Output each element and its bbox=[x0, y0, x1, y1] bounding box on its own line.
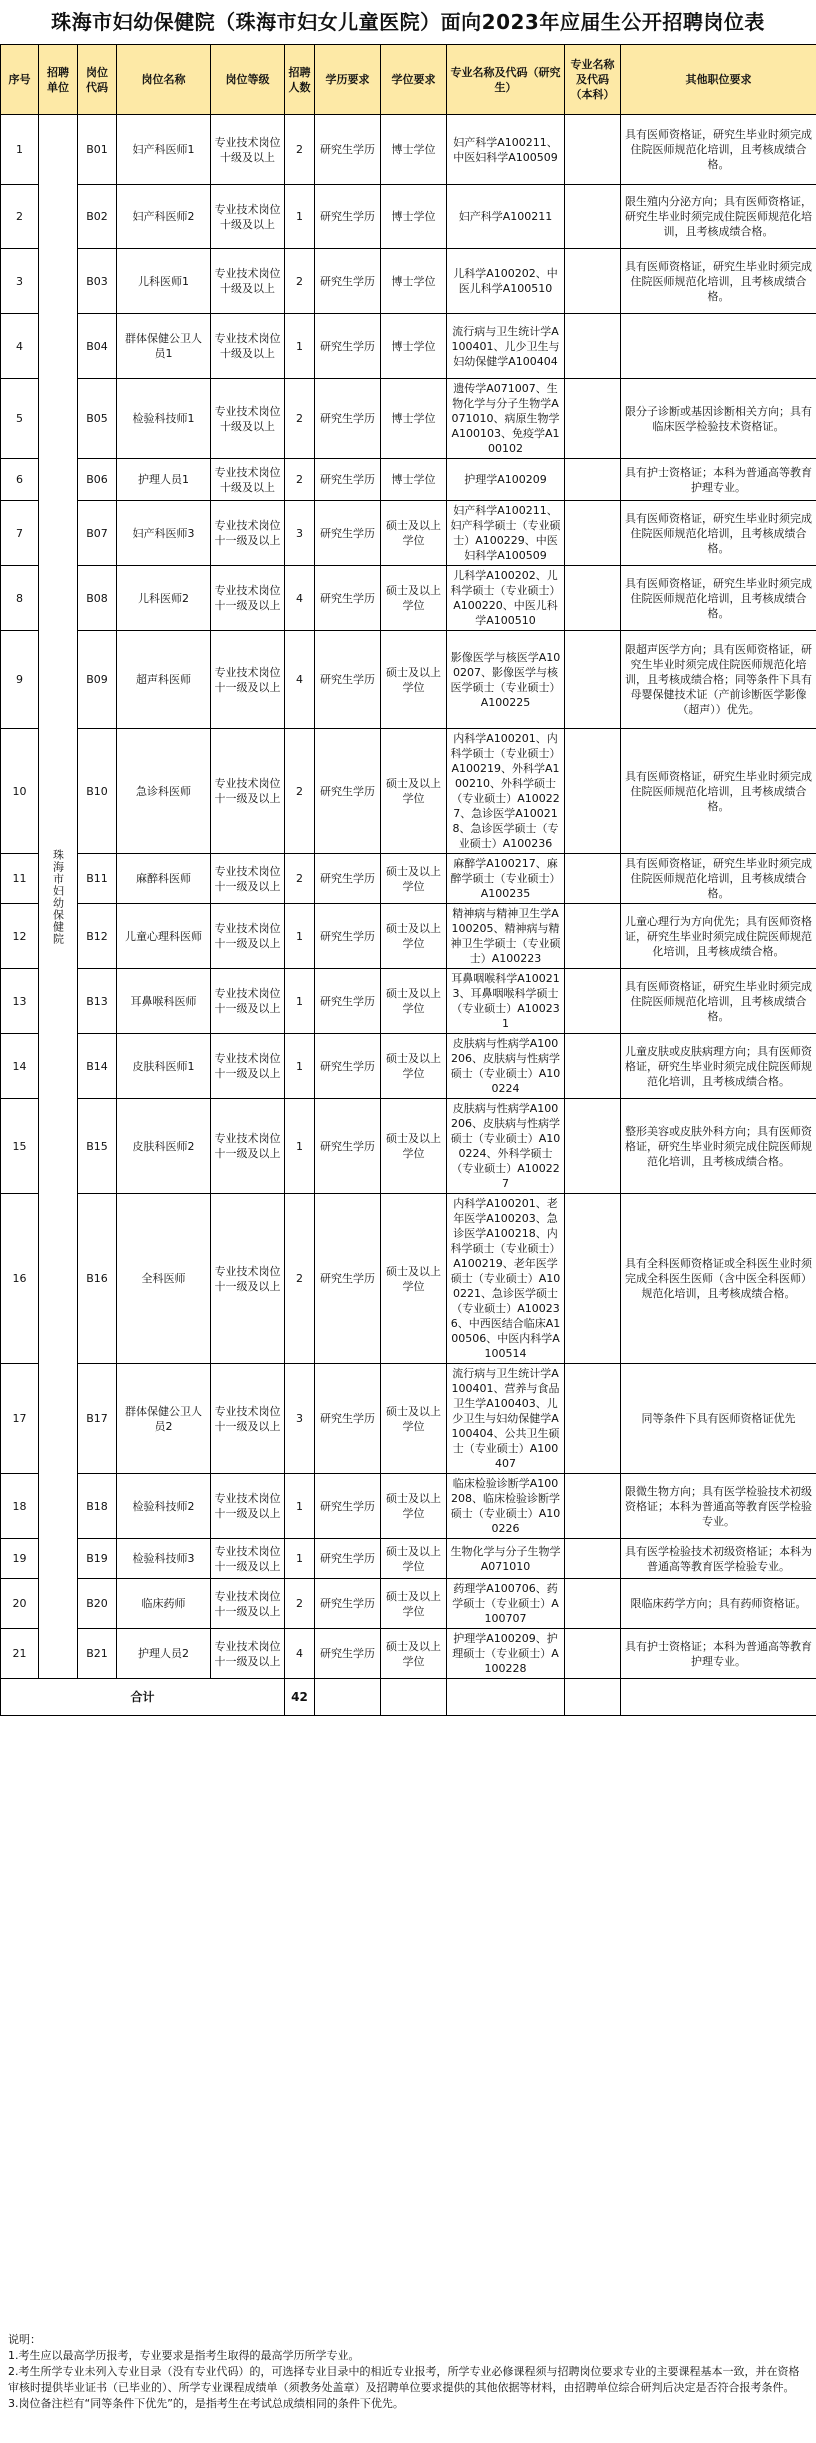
major-undergrad-cell bbox=[565, 1579, 621, 1629]
education-cell: 研究生学历 bbox=[315, 631, 381, 729]
position-code-cell: B11 bbox=[78, 854, 117, 904]
position-code-cell: B16 bbox=[78, 1194, 117, 1364]
row-no-cell: 19 bbox=[1, 1539, 39, 1579]
position-code-cell: B02 bbox=[78, 185, 117, 249]
header-cell: 岗位代码 bbox=[78, 45, 117, 115]
position-code-cell: B15 bbox=[78, 1099, 117, 1194]
education-cell: 研究生学历 bbox=[315, 1099, 381, 1194]
position-name-cell: 全科医师 bbox=[117, 1194, 211, 1364]
headcount-cell: 2 bbox=[285, 1194, 315, 1364]
position-name-cell: 妇产科医师3 bbox=[117, 501, 211, 566]
row-no-cell: 8 bbox=[1, 566, 39, 631]
table-row bbox=[1, 314, 816, 379]
position-name-cell: 耳鼻喉科医师 bbox=[117, 969, 211, 1034]
header-cell: 岗位名称 bbox=[117, 45, 211, 115]
major-undergrad-cell bbox=[565, 185, 621, 249]
total-label: 合计 bbox=[1, 1679, 285, 1716]
header-cell: 学历要求 bbox=[315, 45, 381, 115]
table-row bbox=[1, 904, 816, 969]
row-no-cell: 16 bbox=[1, 1194, 39, 1364]
degree-cell: 硕士及以上学位 bbox=[381, 1194, 447, 1364]
major-graduate-cell: 妇产科学A100211、中医妇科学A100509 bbox=[447, 115, 565, 185]
education-cell: 研究生学历 bbox=[315, 969, 381, 1034]
major-undergrad-cell bbox=[565, 969, 621, 1034]
position-name-cell: 儿科医师1 bbox=[117, 249, 211, 314]
header-cell: 序号 bbox=[1, 45, 39, 115]
degree-cell: 硕士及以上学位 bbox=[381, 1034, 447, 1099]
other-requirements-cell: 具有医学检验技术初级资格证；本科为普通高等教育医学检验专业。 bbox=[621, 1539, 816, 1579]
degree-cell: 硕士及以上学位 bbox=[381, 566, 447, 631]
position-name-cell: 皮肤科医师2 bbox=[117, 1099, 211, 1194]
other-requirements-cell: 具有医师资格证，研究生毕业时须完成住院医师规范化培训，且考核成绩合格。 bbox=[621, 249, 816, 314]
other-requirements-cell: 具有医师资格证，研究生毕业时须完成住院医师规范化培训，且考核成绩合格。 bbox=[621, 854, 816, 904]
table-row bbox=[1, 115, 816, 185]
headcount-cell: 1 bbox=[285, 1474, 315, 1539]
education-cell: 研究生学历 bbox=[315, 1364, 381, 1474]
degree-cell: 硕士及以上学位 bbox=[381, 969, 447, 1034]
headcount-cell: 1 bbox=[285, 1034, 315, 1099]
recruiting-unit-cell: 珠海市妇幼保健院 bbox=[39, 115, 78, 1679]
row-no-cell: 17 bbox=[1, 1364, 39, 1474]
major-graduate-cell: 流行病与卫生统计学A100401、儿少卫生与妇幼保健学A100404 bbox=[447, 314, 565, 379]
position-name-cell: 护理人员2 bbox=[117, 1629, 211, 1679]
headcount-cell: 2 bbox=[285, 854, 315, 904]
position-level-cell: 专业技术岗位十一级及以上 bbox=[211, 1579, 285, 1629]
education-cell: 研究生学历 bbox=[315, 185, 381, 249]
other-requirements-cell: 具有医师资格证，研究生毕业时须完成住院医师规范化培训，且考核成绩合格。 bbox=[621, 115, 816, 185]
education-cell: 研究生学历 bbox=[315, 379, 381, 459]
major-graduate-cell: 耳鼻咽喉科学A100213、耳鼻咽喉科学硕士（专业硕士）A100231 bbox=[447, 969, 565, 1034]
major-undergrad-cell bbox=[565, 1474, 621, 1539]
position-name-cell: 超声科医师 bbox=[117, 631, 211, 729]
total-row bbox=[1, 1679, 816, 1716]
header-row bbox=[1, 45, 816, 115]
major-undergrad-cell bbox=[565, 904, 621, 969]
education-cell: 研究生学历 bbox=[315, 459, 381, 501]
education-cell: 研究生学历 bbox=[315, 501, 381, 566]
position-code-cell: B03 bbox=[78, 249, 117, 314]
degree-cell: 硕士及以上学位 bbox=[381, 1579, 447, 1629]
major-graduate-cell: 皮肤病与性病学A100206、皮肤病与性病学硕士（专业硕士）A100224 bbox=[447, 1034, 565, 1099]
other-requirements-cell: 同等条件下具有医师资格证优先 bbox=[621, 1364, 816, 1474]
major-undergrad-cell bbox=[565, 501, 621, 566]
other-requirements-cell: 限超声医学方向；具有医师资格证，研究生毕业时须完成住院医师规范化培训，且考核成绩合格；同等条件下具有母婴保健技术证（产前诊断医学影像（超声））优先。 bbox=[621, 631, 816, 729]
degree-cell: 硕士及以上学位 bbox=[381, 631, 447, 729]
total-count: 42 bbox=[285, 1679, 315, 1716]
major-undergrad-cell bbox=[565, 379, 621, 459]
position-level-cell: 专业技术岗位十级及以上 bbox=[211, 115, 285, 185]
major-undergrad-cell bbox=[565, 1364, 621, 1474]
position-name-cell: 群体保健公卫人员2 bbox=[117, 1364, 211, 1474]
education-cell: 研究生学历 bbox=[315, 1579, 381, 1629]
header-cell: 招聘单位 bbox=[39, 45, 78, 115]
recruitment-table bbox=[0, 44, 816, 1716]
degree-cell: 博士学位 bbox=[381, 459, 447, 501]
headcount-cell: 4 bbox=[285, 1629, 315, 1679]
row-no-cell: 12 bbox=[1, 904, 39, 969]
other-requirements-cell: 限微生物方向；具有医学检验技术初级资格证；本科为普通高等教育医学检验专业。 bbox=[621, 1474, 816, 1539]
other-requirements-cell: 具有医师资格证，研究生毕业时须完成住院医师规范化培训，且考核成绩合格。 bbox=[621, 566, 816, 631]
position-name-cell: 妇产科医师1 bbox=[117, 115, 211, 185]
notes-section bbox=[8, 2332, 808, 2412]
table-row bbox=[1, 854, 816, 904]
position-name-cell: 儿童心理科医师 bbox=[117, 904, 211, 969]
position-name-cell: 检验科技师3 bbox=[117, 1539, 211, 1579]
table-row bbox=[1, 1629, 816, 1679]
degree-cell: 硕士及以上学位 bbox=[381, 904, 447, 969]
header-cell: 招聘人数 bbox=[285, 45, 315, 115]
row-no-cell: 1 bbox=[1, 115, 39, 185]
position-name-cell: 皮肤科医师1 bbox=[117, 1034, 211, 1099]
other-requirements-cell: 具有医师资格证，研究生毕业时须完成住院医师规范化培训，且考核成绩合格。 bbox=[621, 501, 816, 566]
position-code-cell: B09 bbox=[78, 631, 117, 729]
table-row bbox=[1, 379, 816, 459]
header-cell: 岗位等级 bbox=[211, 45, 285, 115]
major-undergrad-cell bbox=[565, 314, 621, 379]
table-row bbox=[1, 501, 816, 566]
major-undergrad-cell bbox=[565, 631, 621, 729]
position-code-cell: B08 bbox=[78, 566, 117, 631]
other-requirements-cell: 具有医师资格证，研究生毕业时须完成住院医师规范化培训，且考核成绩合格。 bbox=[621, 969, 816, 1034]
headcount-cell: 1 bbox=[285, 904, 315, 969]
other-requirements-cell: 限生殖内分泌方向；具有医师资格证，研究生毕业时须完成住院医师规范化培训，且考核成绩合格。 bbox=[621, 185, 816, 249]
header-cell: 学位要求 bbox=[381, 45, 447, 115]
degree-cell: 博士学位 bbox=[381, 379, 447, 459]
education-cell: 研究生学历 bbox=[315, 314, 381, 379]
education-cell: 研究生学历 bbox=[315, 566, 381, 631]
table-row bbox=[1, 459, 816, 501]
other-requirements-cell: 具有护士资格证；本科为普通高等教育护理专业。 bbox=[621, 459, 816, 501]
other-requirements-cell: 具有全科医师资格证或全科医生业时须完成全科医生医师（含中医全科医师）规范化培训，且考核成绩合格。 bbox=[621, 1194, 816, 1364]
table-row bbox=[1, 1364, 816, 1474]
row-no-cell: 5 bbox=[1, 379, 39, 459]
degree-cell: 硕士及以上学位 bbox=[381, 729, 447, 854]
table-row bbox=[1, 1034, 816, 1099]
row-no-cell: 7 bbox=[1, 501, 39, 566]
major-graduate-cell: 精神病与精神卫生学A100205、精神病与精神卫生学硕士（专业硕士）A100223 bbox=[447, 904, 565, 969]
position-name-cell: 儿科医师2 bbox=[117, 566, 211, 631]
header-cell: 专业名称及代码（研究生） bbox=[447, 45, 565, 115]
position-level-cell: 专业技术岗位十级及以上 bbox=[211, 379, 285, 459]
table-row bbox=[1, 249, 816, 314]
degree-cell: 硕士及以上学位 bbox=[381, 1539, 447, 1579]
other-requirements-cell: 儿童心理行为方向优先；具有医师资格证，研究生毕业时须完成住院医师规范化培训，且考核成绩合格。 bbox=[621, 904, 816, 969]
position-code-cell: B07 bbox=[78, 501, 117, 566]
headcount-cell: 2 bbox=[285, 459, 315, 501]
position-name-cell: 检验科技师1 bbox=[117, 379, 211, 459]
table-row bbox=[1, 1474, 816, 1539]
position-code-cell: B18 bbox=[78, 1474, 117, 1539]
education-cell: 研究生学历 bbox=[315, 1194, 381, 1364]
position-level-cell: 专业技术岗位十一级及以上 bbox=[211, 1539, 285, 1579]
position-name-cell: 妇产科医师2 bbox=[117, 185, 211, 249]
degree-cell: 博士学位 bbox=[381, 314, 447, 379]
education-cell: 研究生学历 bbox=[315, 249, 381, 314]
position-level-cell: 专业技术岗位十一级及以上 bbox=[211, 729, 285, 854]
headcount-cell: 1 bbox=[285, 185, 315, 249]
header-cell: 其他职位要求 bbox=[621, 45, 816, 115]
position-level-cell: 专业技术岗位十一级及以上 bbox=[211, 631, 285, 729]
position-code-cell: B20 bbox=[78, 1579, 117, 1629]
position-code-cell: B01 bbox=[78, 115, 117, 185]
major-graduate-cell: 遗传学A071007、生物化学与分子生物学A071010、病原生物学A100103、免疫学A100102 bbox=[447, 379, 565, 459]
degree-cell: 硕士及以上学位 bbox=[381, 854, 447, 904]
headcount-cell: 3 bbox=[285, 1364, 315, 1474]
table-row bbox=[1, 969, 816, 1034]
education-cell: 研究生学历 bbox=[315, 1629, 381, 1679]
position-code-cell: B10 bbox=[78, 729, 117, 854]
row-no-cell: 3 bbox=[1, 249, 39, 314]
other-requirements-cell: 限临床药学方向；具有药师资格证。 bbox=[621, 1579, 816, 1629]
degree-cell: 硕士及以上学位 bbox=[381, 1629, 447, 1679]
major-undergrad-cell bbox=[565, 1539, 621, 1579]
position-name-cell: 护理人员1 bbox=[117, 459, 211, 501]
major-graduate-cell: 流行病与卫生统计学A100401、营养与食品卫生学A100403、儿少卫生与妇幼保健学A100404、公共卫生硕士（专业硕士）A100407 bbox=[447, 1364, 565, 1474]
position-level-cell: 专业技术岗位十一级及以上 bbox=[211, 904, 285, 969]
position-name-cell: 检验科技师2 bbox=[117, 1474, 211, 1539]
major-graduate-cell: 影像医学与核医学A100207、影像医学与核医学硕士（专业硕士）A100225 bbox=[447, 631, 565, 729]
row-no-cell: 15 bbox=[1, 1099, 39, 1194]
degree-cell: 硕士及以上学位 bbox=[381, 1099, 447, 1194]
position-code-cell: B19 bbox=[78, 1539, 117, 1579]
position-code-cell: B17 bbox=[78, 1364, 117, 1474]
position-level-cell: 专业技术岗位十级及以上 bbox=[211, 314, 285, 379]
major-undergrad-cell bbox=[565, 1629, 621, 1679]
position-code-cell: B06 bbox=[78, 459, 117, 501]
other-requirements-cell: 整形美容或皮肤外科方向；具有医师资格证，研究生毕业时须完成住院医师规范化培训，且考核成绩合格。 bbox=[621, 1099, 816, 1194]
position-name-cell: 临床药师 bbox=[117, 1579, 211, 1629]
row-no-cell: 6 bbox=[1, 459, 39, 501]
header-cell: 专业名称及代码（本科） bbox=[565, 45, 621, 115]
row-no-cell: 20 bbox=[1, 1579, 39, 1629]
education-cell: 研究生学历 bbox=[315, 115, 381, 185]
table-row bbox=[1, 1194, 816, 1364]
other-requirements-cell: 儿童皮肤或皮肤病理方向；具有医师资格证，研究生毕业时须完成住院医师规范化培训，且考核成绩合格。 bbox=[621, 1034, 816, 1099]
major-graduate-cell: 临床检验诊断学A100208、临床检验诊断学硕士（专业硕士）A100226 bbox=[447, 1474, 565, 1539]
major-undergrad-cell bbox=[565, 1099, 621, 1194]
position-code-cell: B05 bbox=[78, 379, 117, 459]
table-row bbox=[1, 1579, 816, 1629]
table-row bbox=[1, 631, 816, 729]
table-row bbox=[1, 1099, 816, 1194]
position-level-cell: 专业技术岗位十一级及以上 bbox=[211, 1099, 285, 1194]
position-code-cell: B13 bbox=[78, 969, 117, 1034]
major-undergrad-cell bbox=[565, 459, 621, 501]
education-cell: 研究生学历 bbox=[315, 904, 381, 969]
page-title: 珠海市妇幼保健院（珠海市妇女儿童医院）面向2023年应届生公开招聘岗位表 bbox=[51, 10, 765, 34]
headcount-cell: 2 bbox=[285, 379, 315, 459]
major-graduate-cell: 儿科学A100202、儿科学硕士（专业硕士）A100220、中医儿科学A100510 bbox=[447, 566, 565, 631]
headcount-cell: 2 bbox=[285, 729, 315, 854]
headcount-cell: 1 bbox=[285, 969, 315, 1034]
table-row bbox=[1, 566, 816, 631]
position-level-cell: 专业技术岗位十级及以上 bbox=[211, 459, 285, 501]
position-code-cell: B14 bbox=[78, 1034, 117, 1099]
major-graduate-cell: 妇产科学A100211 bbox=[447, 185, 565, 249]
headcount-cell: 2 bbox=[285, 249, 315, 314]
position-level-cell: 专业技术岗位十一级及以上 bbox=[211, 1364, 285, 1474]
major-graduate-cell: 内科学A100201、内科学硕士（专业硕士）A100219、外科学A100210、外科学硕士（专业硕士）A100227、急诊医学A100218、急诊医学硕士（专业硕士）A100236 bbox=[447, 729, 565, 854]
degree-cell: 硕士及以上学位 bbox=[381, 1474, 447, 1539]
position-level-cell: 专业技术岗位十一级及以上 bbox=[211, 1194, 285, 1364]
degree-cell: 博士学位 bbox=[381, 249, 447, 314]
degree-cell: 博士学位 bbox=[381, 185, 447, 249]
row-no-cell: 10 bbox=[1, 729, 39, 854]
major-undergrad-cell bbox=[565, 854, 621, 904]
major-undergrad-cell bbox=[565, 115, 621, 185]
note-line: 3.岗位备注栏有“同等条件下优先”的，是指考生在考试总成绩相同的条件下优先。 bbox=[8, 2397, 404, 2410]
major-graduate-cell: 内科学A100201、老年医学A100203、急诊医学A100218、内科学硕士（专业硕士）A100219、老年医学硕士（专业硕士）A100221、急诊医学硕士（专业硕士）A100236、中西医结合临床A100506、中医内科学A100514 bbox=[447, 1194, 565, 1364]
position-level-cell: 专业技术岗位十一级及以上 bbox=[211, 566, 285, 631]
position-level-cell: 专业技术岗位十级及以上 bbox=[211, 249, 285, 314]
other-requirements-cell: 具有医师资格证，研究生毕业时须完成住院医师规范化培训，且考核成绩合格。 bbox=[621, 729, 816, 854]
position-code-cell: B21 bbox=[78, 1629, 117, 1679]
other-requirements-cell bbox=[621, 314, 816, 379]
major-graduate-cell: 妇产科学A100211、妇产科学硕士（专业硕士）A100229、中医妇科学A100509 bbox=[447, 501, 565, 566]
education-cell: 研究生学历 bbox=[315, 1539, 381, 1579]
headcount-cell: 4 bbox=[285, 631, 315, 729]
table-row bbox=[1, 729, 816, 854]
degree-cell: 博士学位 bbox=[381, 115, 447, 185]
major-graduate-cell: 皮肤病与性病学A100206、皮肤病与性病学硕士（专业硕士）A100224、外科学硕士（专业硕士）A100227 bbox=[447, 1099, 565, 1194]
row-no-cell: 9 bbox=[1, 631, 39, 729]
degree-cell: 硕士及以上学位 bbox=[381, 501, 447, 566]
major-graduate-cell: 生物化学与分子生物学A071010 bbox=[447, 1539, 565, 1579]
other-requirements-cell: 限分子诊断或基因诊断相关方向；具有临床医学检验技术资格证。 bbox=[621, 379, 816, 459]
row-no-cell: 18 bbox=[1, 1474, 39, 1539]
major-undergrad-cell bbox=[565, 1034, 621, 1099]
headcount-cell: 1 bbox=[285, 314, 315, 379]
degree-cell: 硕士及以上学位 bbox=[381, 1364, 447, 1474]
education-cell: 研究生学历 bbox=[315, 854, 381, 904]
position-level-cell: 专业技术岗位十级及以上 bbox=[211, 185, 285, 249]
headcount-cell: 1 bbox=[285, 1099, 315, 1194]
headcount-cell: 3 bbox=[285, 501, 315, 566]
table-row bbox=[1, 1539, 816, 1579]
position-name-cell: 群体保健公卫人员1 bbox=[117, 314, 211, 379]
position-name-cell: 急诊科医师 bbox=[117, 729, 211, 854]
headcount-cell: 2 bbox=[285, 115, 315, 185]
table-row bbox=[1, 185, 816, 249]
education-cell: 研究生学历 bbox=[315, 1034, 381, 1099]
major-graduate-cell: 麻醉学A100217、麻醉学硕士（专业硕士）A100235 bbox=[447, 854, 565, 904]
row-no-cell: 2 bbox=[1, 185, 39, 249]
row-no-cell: 14 bbox=[1, 1034, 39, 1099]
major-graduate-cell: 护理学A100209、护理硕士（专业硕士）A100228 bbox=[447, 1629, 565, 1679]
major-graduate-cell: 护理学A100209 bbox=[447, 459, 565, 501]
row-no-cell: 21 bbox=[1, 1629, 39, 1679]
position-name-cell: 麻醉科医师 bbox=[117, 854, 211, 904]
major-graduate-cell: 药理学A100706、药学硕士（专业硕士）A100707 bbox=[447, 1579, 565, 1629]
position-level-cell: 专业技术岗位十一级及以上 bbox=[211, 1034, 285, 1099]
note-line: 2.考生所学专业未列入专业目录（没有专业代码）的，可选择专业目录中的相近专业报考，所学专业必修课程须与招聘岗位要求专业的主要课程基本一致，并在资格审核时提供毕业证书（已毕业的）、所学专业课程成绩单（须教务处盖章）及招聘单位要求提供的其他依据等材料，由招聘单位综合研判后决定是否符合报考条件。 bbox=[8, 2365, 800, 2394]
major-undergrad-cell bbox=[565, 729, 621, 854]
row-no-cell: 13 bbox=[1, 969, 39, 1034]
position-level-cell: 专业技术岗位十一级及以上 bbox=[211, 969, 285, 1034]
position-level-cell: 专业技术岗位十一级及以上 bbox=[211, 1629, 285, 1679]
position-code-cell: B12 bbox=[78, 904, 117, 969]
headcount-cell: 4 bbox=[285, 566, 315, 631]
note-line: 说明： bbox=[8, 2333, 41, 2346]
other-requirements-cell: 具有护士资格证；本科为普通高等教育护理专业。 bbox=[621, 1629, 816, 1679]
position-level-cell: 专业技术岗位十一级及以上 bbox=[211, 854, 285, 904]
position-code-cell: B04 bbox=[78, 314, 117, 379]
headcount-cell: 2 bbox=[285, 1579, 315, 1629]
position-level-cell: 专业技术岗位十一级及以上 bbox=[211, 501, 285, 566]
major-undergrad-cell bbox=[565, 249, 621, 314]
row-no-cell: 4 bbox=[1, 314, 39, 379]
major-graduate-cell: 儿科学A100202、中医儿科学A100510 bbox=[447, 249, 565, 314]
headcount-cell: 1 bbox=[285, 1539, 315, 1579]
major-undergrad-cell bbox=[565, 566, 621, 631]
row-no-cell: 11 bbox=[1, 854, 39, 904]
position-level-cell: 专业技术岗位十一级及以上 bbox=[211, 1474, 285, 1539]
education-cell: 研究生学历 bbox=[315, 729, 381, 854]
note-line: 1.考生应以最高学历报考，专业要求是指考生取得的最高学历所学专业。 bbox=[8, 2349, 360, 2362]
major-undergrad-cell bbox=[565, 1194, 621, 1364]
education-cell: 研究生学历 bbox=[315, 1474, 381, 1539]
